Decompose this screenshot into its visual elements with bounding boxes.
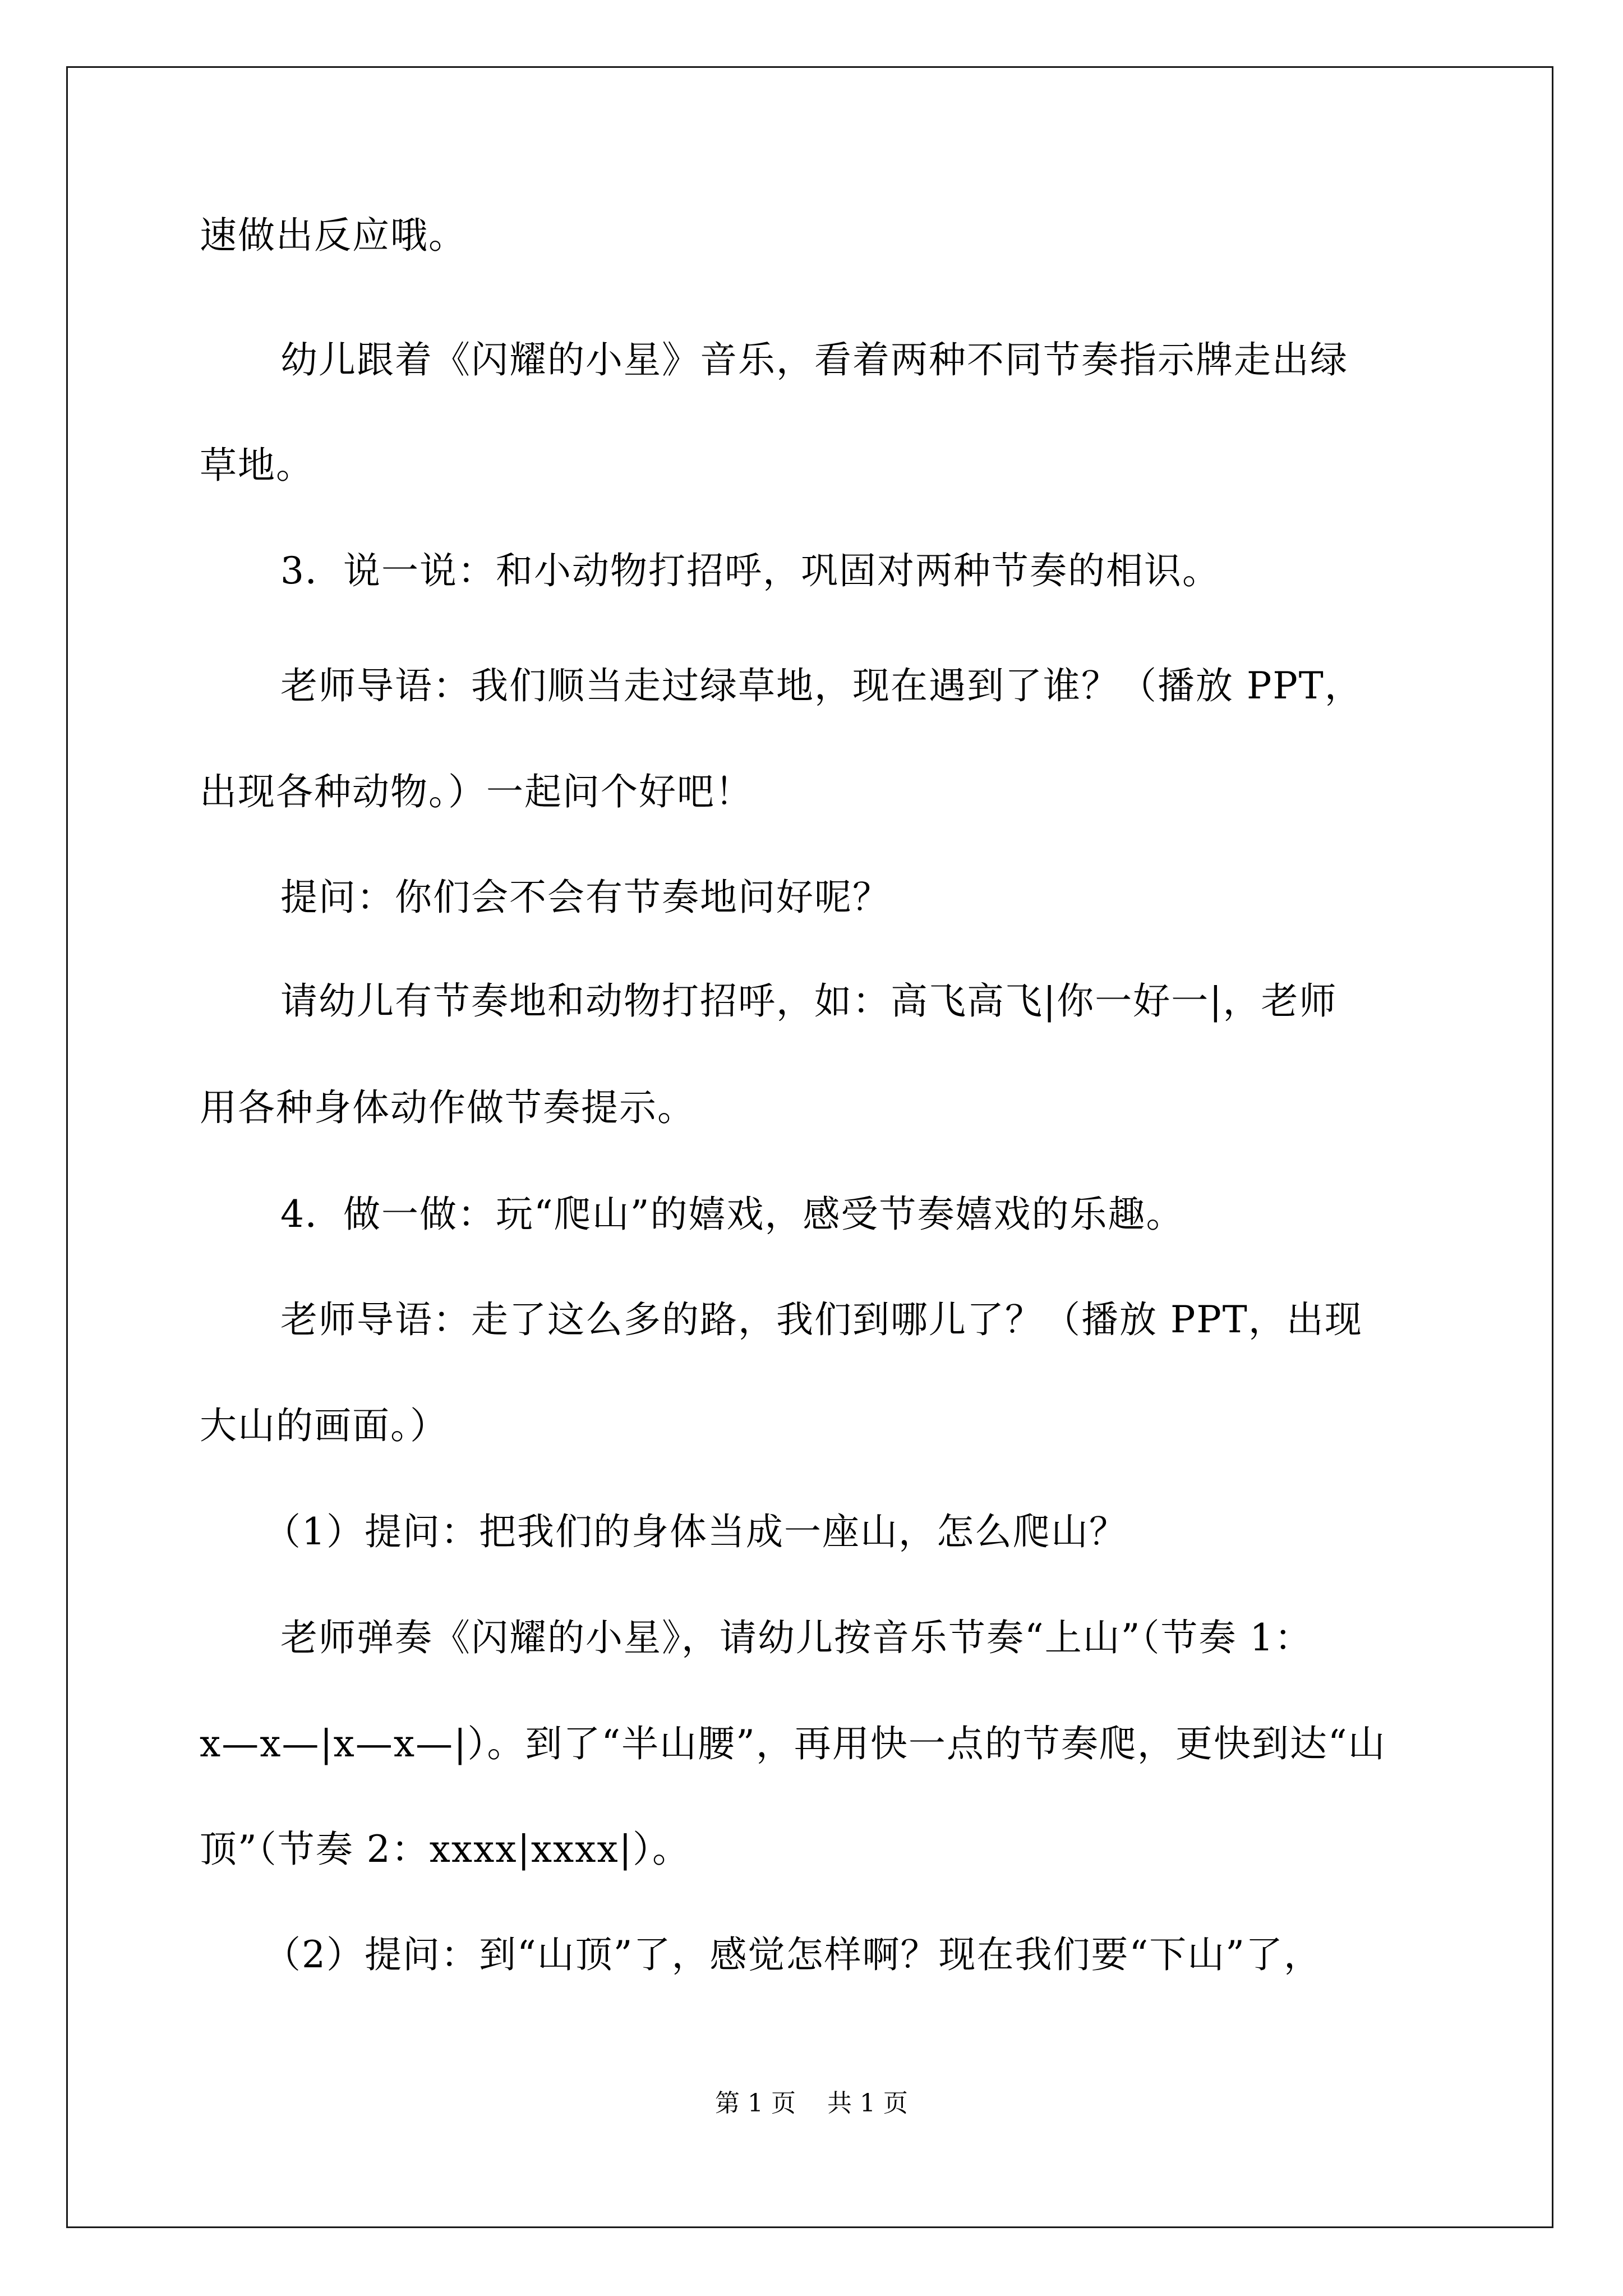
body-line: （2）提问：到“山顶”了，感觉怎样啊？现在我们要“下山”了， (264, 1933, 1322, 1976)
body-line: 出现各种动物。）一起问个好吧！ (200, 770, 753, 813)
body-line: 速做出反应哦。 (200, 214, 467, 257)
body-line: （1）提问：把我们的身体当成一座山，怎么爬山？ (264, 1510, 1127, 1553)
body-line: 4．做一做：玩“爬山”的嬉戏，感受节奏嬉戏的乐趣。 (280, 1193, 1184, 1236)
page-number-footer: 第 1 页 共 1 页 (715, 2089, 908, 2118)
body-line: 顶”（节奏 2：xxxx|xxxx|）。 (200, 1828, 690, 1871)
body-line: 老师弹奏《闪耀的小星》，请幼儿按音乐节奏“上山”（节奏 1： (280, 1616, 1313, 1659)
body-line: 老师导语：走了这么多的路，我们到哪儿了？（播放 PPT，出现 (280, 1298, 1363, 1341)
body-line: 用各种身体动作做节奏提示。 (200, 1086, 695, 1129)
page-border (66, 66, 1553, 2228)
body-line: 草地。 (200, 444, 314, 487)
body-line: 提问：你们会不会有节奏地问好呢？ (280, 876, 891, 919)
body-line: 大山的画面。） (200, 1404, 448, 1447)
body-line: x—x—|x—x—|）。到了“半山腰”，再用快一点的节奏爬，更快到达“山 (200, 1722, 1386, 1765)
body-line: 老师导语：我们顺当走过绿草地，现在遇到了谁？（播放 PPT， (280, 664, 1363, 707)
body-line: 幼儿跟着《闪耀的小星》音乐，看着两种不同节奏指示牌走出绿 (280, 338, 1348, 381)
body-line: 3．说一说：和小动物打招呼，巩固对两种节奏的相识。 (280, 549, 1220, 592)
body-line: 请幼儿有节奏地和动物打招呼，如：高飞高飞|你一好一|，老师 (280, 979, 1338, 1023)
